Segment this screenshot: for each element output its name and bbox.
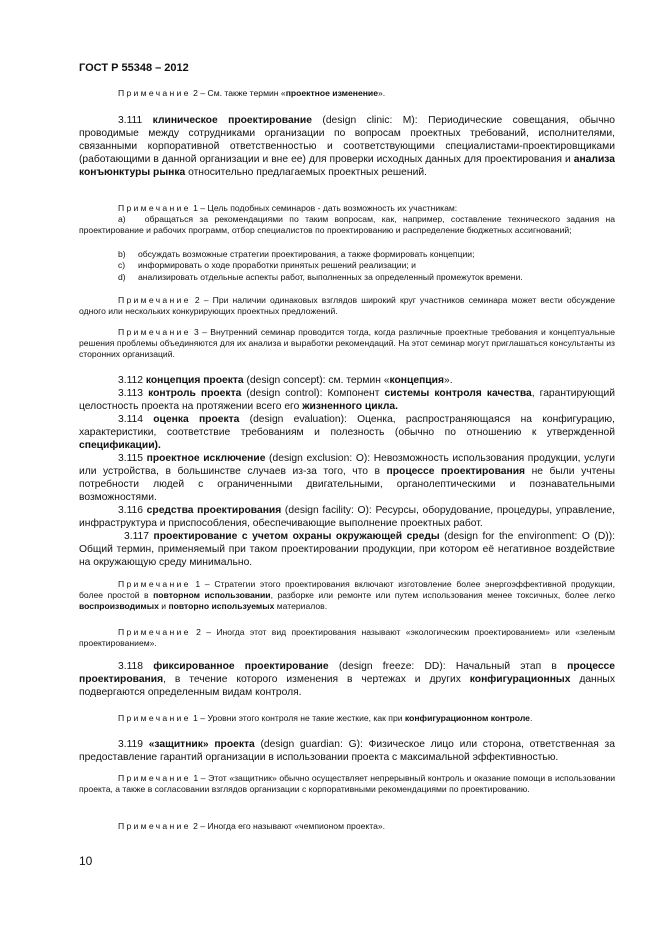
list-item: a) обращаться за рекомендациями по таким вопросам, как, например, составление технического задания на проектирование и рабочих программ, отбор специалистов по проектированию и распределение бюджетных ассигнований; bbox=[79, 214, 615, 235]
note-label: Примечание bbox=[118, 579, 191, 589]
term-entry-3111: 3.111 клиническое проектирование (design clinic: M): Периодические совещания, обычно проводимые между сотрудниками организации по вопросам проектных требований, исполнителями, связанными корпоративной ответственностью и соответствующими специалистами-проектировщиками (работающими в данной организации и вне ее) для проверки исходных данных для проектирования и анализа конъюнктуры рынка относительно предлагаемых проектных решений. bbox=[79, 115, 615, 178]
list-item: b) обсуждать возможные стратегии проектирования, а также формировать концепции; bbox=[118, 249, 475, 259]
note-label: Примечание bbox=[118, 203, 191, 213]
term-entry-3114: 3.114 оценка проекта (design evaluation): Оценка, распространяющаяся на конфигурацию, характеристики, соответствие требованиям и полезность (обычно по отношению к утвержденной спецификации). bbox=[79, 414, 615, 451]
note-label: Примечание bbox=[118, 713, 191, 723]
term-entry-3116: 3.116 средства проектирования (design facility: O): Ресурсы, оборудование, процедуры, управление, инфраструктура и приспособления, обеспечивающие выполнение проектных работ. bbox=[79, 505, 615, 529]
note-label: Примечание bbox=[118, 821, 191, 831]
term-entry-3119: 3.119 «защитник» проекта (design guardian: G): Физическое лицо или сторона, ответственная за предоставление гарантий организации в использовании проекта с максимальной эффективностью. bbox=[79, 739, 615, 763]
note-block: Примечание 2 – См. также термин «проектное изменение». bbox=[118, 88, 386, 98]
note-block: Примечание 1 – Цель подобных семинаров - дать возможность их участникам: bbox=[118, 203, 458, 213]
note-label: Примечание bbox=[118, 295, 191, 305]
list-item: c) информировать о ходе проработки принятых решений реализации; и bbox=[118, 260, 416, 270]
term-entry-3117: 3.117 проектирование с учетом охраны окружающей среды (design for the environment: O (D)): Общий термин, применяемый при таком проектировании продукции, при котором её негативное воздействие на окружающую среду минимально. bbox=[79, 531, 615, 568]
term-entry-3118: 3.118 фиксированное проектирование (design freeze: DD): Начальный этап в процессе проектирования, в течение которого изменения в чертежах и других конфигурационных данных подвергаются определенным видам контроля. bbox=[79, 661, 615, 698]
term-entry-3115: 3.115 проектное исключение (design exclusion: O): Невозможность использования продукции, услуги или устройства, в большинстве случаев из-за того, что в процессе проектирования не были учтены потребности людей с ограниченными двигательными, органолептическими и познавательными возможностями. bbox=[79, 453, 615, 503]
note-block: Примечание 3 – Внутренний семинар проводится тогда, когда различные проектные требования и концептуальные решения проблемы объединяются для их анализа и выработки рекомендаций. На этот семинар могут приглашаться консультанты из сторонних организаций. bbox=[79, 327, 615, 359]
note-label: Примечание bbox=[118, 327, 191, 337]
note-label: Примечание bbox=[118, 627, 191, 637]
note-block: Примечание 1 – Стратегии этого проектирования включают изготовление более энергоэффективной продукции, более простой в повторном использовании, разборке или ремонте или путем использования менее токсичных, более легко воспроизводимых и повторно используемых материалов. bbox=[79, 579, 615, 611]
note-label: Примечание bbox=[118, 88, 191, 98]
page-number: 10 bbox=[79, 854, 93, 868]
term-entry-3113: 3.113 контроль проекта (design control): Компонент системы контроля качества, гарантирующий целостность проекта на протяжении всего его жизненного цикла. bbox=[79, 388, 615, 412]
note-block: Примечание 2 – Иногда его называют «чемпионом проекта». bbox=[118, 821, 386, 831]
note-label: Примечание bbox=[118, 773, 191, 783]
note-block: Примечание 1 – Этот «защитник» обычно осуществляет непрерывный контроль и оказание помощи в использовании проекта, а также в согласовании взглядов организации с корпоративными рекомендациями по проектированию. bbox=[79, 773, 615, 794]
document-header: ГОСТ Р 55348 – 2012 bbox=[79, 62, 189, 74]
list-item: d) анализировать отдельные аспекты работ, выполненных за определенный промежуток времени. bbox=[118, 272, 523, 282]
note-block: Примечание 2 – Иногда этот вид проектирования называют «экологическим проектированием» или «зеленым проектированием». bbox=[79, 627, 615, 648]
note-block: Примечание 2 – При наличии одинаковых взглядов широкий круг участников семинара может вести обсуждение одного или нескольких конкурирующих проектных предложений. bbox=[79, 295, 615, 316]
term-entry-3112: 3.112 концепция проекта (design concept): см. термин «концепция». bbox=[118, 375, 453, 386]
note-block: Примечание 1 – Уровни этого контроля не такие жесткие, как при конфигурационном контроле. bbox=[118, 713, 533, 723]
